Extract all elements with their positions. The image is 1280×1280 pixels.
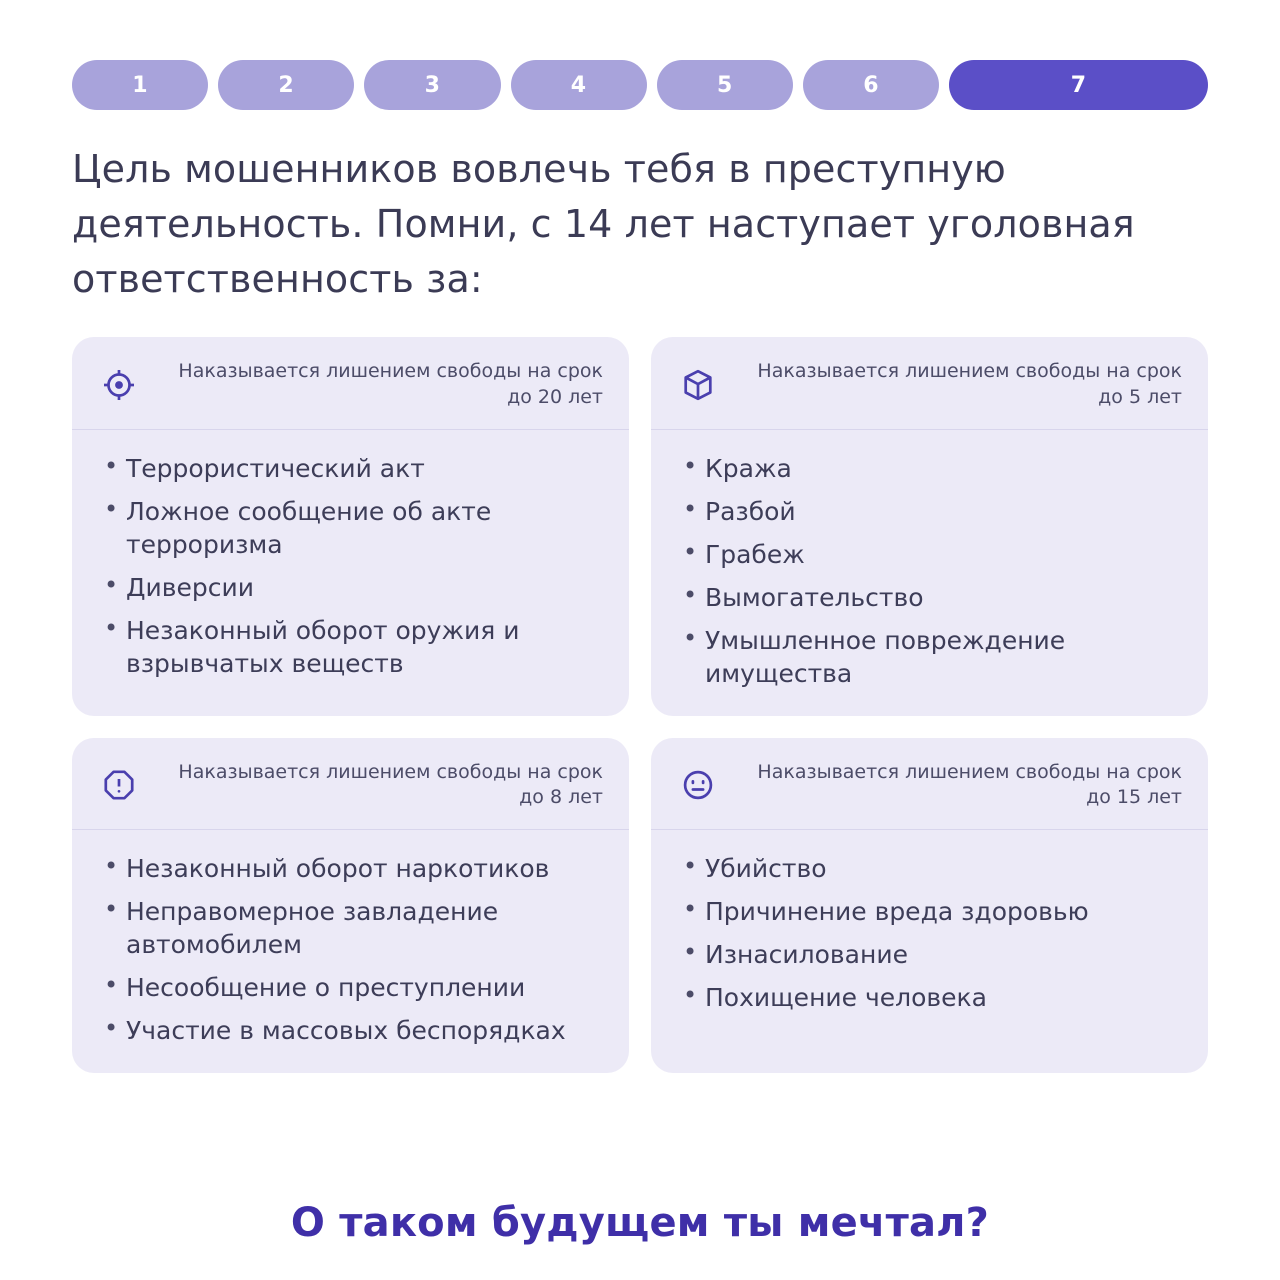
offence-cards-grid — [72, 337, 1208, 1073]
box-icon — [677, 364, 719, 406]
offence-card — [651, 738, 1208, 1073]
pager-step-4[interactable]: 4 — [511, 60, 647, 110]
penalty-text: Наказывается лишением свободы на срок до 8 лет — [178, 760, 603, 809]
offence-list — [72, 430, 629, 706]
offence-list — [651, 430, 1208, 716]
pager-step-2[interactable]: 2 — [218, 60, 354, 110]
offence-list — [72, 830, 629, 1073]
target-icon — [98, 364, 140, 406]
card-header — [72, 337, 629, 429]
neutral-face-icon — [677, 764, 719, 806]
step-pager — [0, 0, 1280, 110]
page-title: Цель мошенников вовлечь тебя в преступную деятельность. Помни, с 14 лет наступает уголовная ответственность за: — [72, 147, 1135, 302]
list-item: • Незаконный оборот оружия и взрывчатых веществ — [102, 614, 603, 680]
offence-card — [72, 738, 629, 1073]
list-item: • Изнасилование — [681, 938, 1182, 971]
offence-card — [72, 337, 629, 715]
footer-slogan: О таком будущем ты мечтал? — [290, 1200, 990, 1246]
pager-step-6[interactable]: 6 — [803, 60, 939, 110]
list-item: • Незаконный оборот наркотиков — [102, 852, 603, 885]
pager-step-1[interactable]: 1 — [72, 60, 208, 110]
list-item: • Террористический акт — [102, 452, 603, 485]
card-header — [651, 738, 1208, 830]
card-header — [72, 738, 629, 830]
list-item: • Разбой — [681, 495, 1182, 528]
list-item: • Кража — [681, 452, 1182, 485]
list-item: • Вымогательство — [681, 581, 1182, 614]
list-item: • Причинение вреда здоровью — [681, 895, 1182, 928]
list-item: • Участие в массовых беспорядках — [102, 1014, 603, 1047]
exclamation-octagon-icon — [98, 764, 140, 806]
list-item: • Убийство — [681, 852, 1182, 885]
list-item: • Диверсии — [102, 571, 603, 604]
penalty-text: Наказывается лишением свободы на срок до 15 лет — [757, 760, 1182, 809]
pager-step-5[interactable]: 5 — [657, 60, 793, 110]
pager-step-3[interactable]: 3 — [364, 60, 500, 110]
list-item: • Несообщение о преступлении — [102, 971, 603, 1004]
offence-card — [651, 337, 1208, 715]
list-item: • Ложное сообщение об акте терроризма — [102, 495, 603, 561]
offence-list — [651, 830, 1208, 1040]
list-item: • Похищение человека — [681, 981, 1182, 1014]
list-item: • Грабеж — [681, 538, 1182, 571]
penalty-text: Наказывается лишением свободы на срок до 5 лет — [757, 360, 1182, 408]
list-item: • Умышленное повреждение имущества — [681, 624, 1182, 690]
penalty-text: Наказывается лишением свободы на срок до 20 лет — [178, 360, 603, 408]
list-item: • Неправомерное завладение автомобилем — [102, 895, 603, 961]
card-header — [651, 337, 1208, 429]
pager-step-7[interactable]: 7 — [949, 60, 1208, 110]
